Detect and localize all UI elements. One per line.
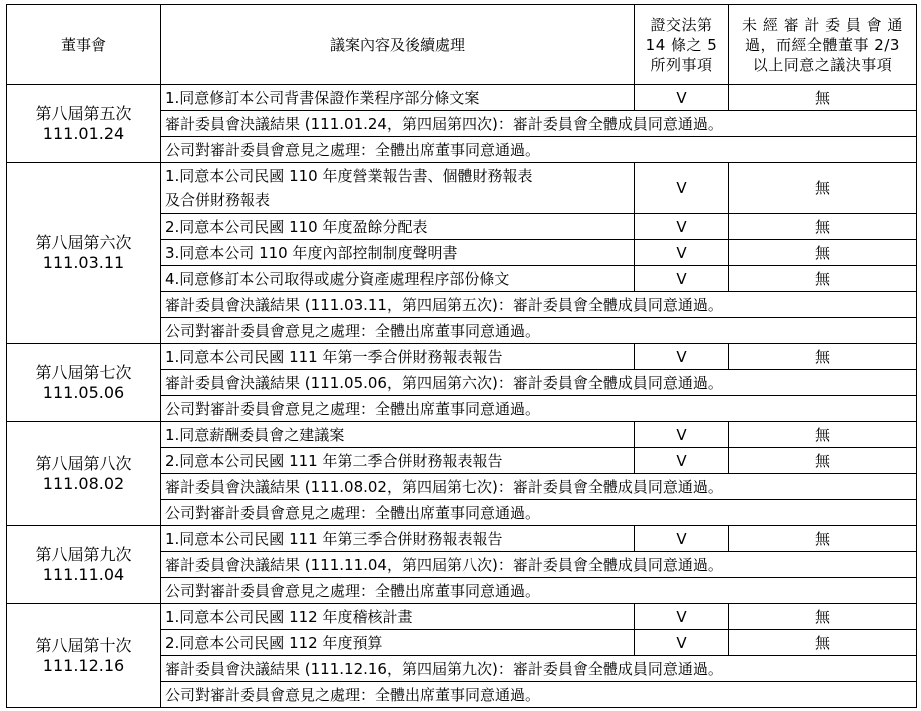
agenda-row: [7, 422, 917, 448]
art14-mark: V: [635, 604, 729, 630]
agenda-item: 2.同意本公司民國 111 年第二季合併財務報表報告: [161, 448, 635, 474]
meeting-cell: [7, 344, 161, 422]
header-row: [7, 5, 917, 85]
meeting-date: 111.11.04: [42, 564, 125, 584]
art14-mark: V: [635, 85, 729, 111]
company-handling: 公司對審計委員會意見之處理：全體出席董事同意通過。: [161, 682, 917, 708]
header-not-passed-line: 過，而經全體董事 2/3: [745, 35, 900, 54]
agenda-item-line: 及合併財務報表: [165, 191, 271, 209]
agenda-item: 1.同意修訂本公司背書保證作業程序部分條文案: [161, 85, 635, 111]
meeting-cell: [7, 526, 161, 604]
agenda-item: 2.同意本公司民國 110 年度盈餘分配表: [161, 214, 635, 240]
agenda-item: 1.同意本公司民國 111 年第一季合併財務報表報告: [161, 344, 635, 370]
header-art14-line: 證交法第: [650, 15, 713, 34]
not-passed-mark: 無: [729, 85, 917, 111]
agenda-item: 1.同意本公司民國 112 年度稽核計畫: [161, 604, 635, 630]
not-passed-mark: 無: [729, 422, 917, 448]
company-handling: 公司對審計委員會意見之處理：全體出席董事同意通過。: [161, 578, 917, 604]
not-passed-mark: 無: [729, 214, 917, 240]
company-handling: 公司對審計委員會意見之處理：全體出席董事同意通過。: [161, 396, 917, 422]
agenda-item: 4.同意修訂本公司取得或處分資產處理程序部份條文: [161, 266, 635, 292]
not-passed-mark: 無: [729, 604, 917, 630]
meeting-cell: [7, 85, 161, 163]
art14-mark: V: [635, 526, 729, 552]
meeting-name: 第八屆第九次: [35, 544, 132, 564]
header-not-passed: [729, 5, 917, 85]
agenda-item: 2.同意本公司民國 112 年度預算: [161, 630, 635, 656]
header-not-passed-line: 以上同意之議決事項: [752, 55, 893, 74]
not-passed-mark: 無: [729, 240, 917, 266]
agenda-row: [7, 85, 917, 111]
audit-resolution: 審計委員會決議結果 (111.12.16，第四屆第九次)：審計委員會全體成員同意通過。: [161, 656, 917, 682]
agenda-item: 1.同意本公司民國 111 年第三季合併財務報表報告: [161, 526, 635, 552]
meeting-name: 第八屆第六次: [35, 233, 132, 252]
header-content: 議案內容及後續處理: [161, 5, 635, 85]
meeting-cell: [7, 163, 161, 344]
company-handling: 公司對審計委員會意見之處理：全體出席董事同意通過。: [161, 500, 917, 526]
agenda-item: [161, 163, 635, 214]
art14-mark: V: [635, 630, 729, 656]
art14-mark: V: [635, 266, 729, 292]
art14-mark: V: [635, 422, 729, 448]
audit-resolution: 審計委員會決議結果 (111.08.02，第四屆第七次)：審計委員會全體成員同意通過。: [161, 474, 917, 500]
audit-resolution: 審計委員會決議結果 (111.01.24，第四屆第四次)：審計委員會全體成員同意通過。: [161, 111, 917, 137]
header-not-passed-line: 未 經 審 計 委 員 會 通: [742, 15, 903, 34]
company-handling: 公司對審計委員會意見之處理：全體出席董事同意通過。: [161, 318, 917, 344]
meeting-date: 111.12.16: [42, 655, 125, 675]
meeting-date: 111.05.06: [42, 382, 125, 402]
header-board: 董事會: [7, 5, 161, 85]
agenda-row: [7, 163, 917, 214]
not-passed-mark: 無: [729, 526, 917, 552]
header-art14-line: 14 條之 5: [645, 35, 718, 54]
agenda-row: [7, 604, 917, 630]
art14-mark: V: [635, 163, 729, 214]
meeting-name: 第八屆第五次: [35, 103, 132, 123]
meeting-cell: [7, 604, 161, 708]
not-passed-mark: 無: [729, 163, 917, 214]
meeting-name: 第八屆第十次: [35, 635, 132, 655]
art14-mark: V: [635, 240, 729, 266]
not-passed-mark: 無: [729, 630, 917, 656]
header-art14: [635, 5, 729, 85]
meeting-date: 111.01.24: [42, 123, 125, 143]
art14-mark: V: [635, 344, 729, 370]
agenda-row: [7, 526, 917, 552]
table-body: [7, 85, 917, 708]
meeting-cell: [7, 422, 161, 526]
audit-resolution: 審計委員會決議結果 (111.03.11，第四屆第五次)：審計委員會全體成員同意通過。: [161, 292, 917, 318]
not-passed-mark: 無: [729, 266, 917, 292]
meeting-date: 111.08.02: [42, 473, 125, 493]
meeting-date: 111.03.11: [42, 253, 125, 272]
company-handling: 公司對審計委員會意見之處理：全體出席董事同意通過。: [161, 137, 917, 163]
not-passed-mark: 無: [729, 344, 917, 370]
board-resolutions-table: [6, 4, 917, 708]
header-art14-line: 所列事項: [650, 55, 713, 74]
agenda-item: 3.同意本公司 110 年度內部控制制度聲明書: [161, 240, 635, 266]
not-passed-mark: 無: [729, 448, 917, 474]
audit-resolution: 審計委員會決議結果 (111.11.04，第四屆第八次)：審計委員會全體成員同意通過。: [161, 552, 917, 578]
agenda-item-line: 1.同意本公司民國 110 年度營業報告書、個體財務報表: [165, 167, 533, 185]
agenda-row: [7, 344, 917, 370]
agenda-item: 1.同意薪酬委員會之建議案: [161, 422, 635, 448]
audit-resolution: 審計委員會決議結果 (111.05.06，第四屆第六次)：審計委員會全體成員同意通過。: [161, 370, 917, 396]
art14-mark: V: [635, 448, 729, 474]
meeting-name: 第八屆第八次: [35, 453, 132, 473]
meeting-name: 第八屆第七次: [35, 362, 132, 382]
art14-mark: V: [635, 214, 729, 240]
